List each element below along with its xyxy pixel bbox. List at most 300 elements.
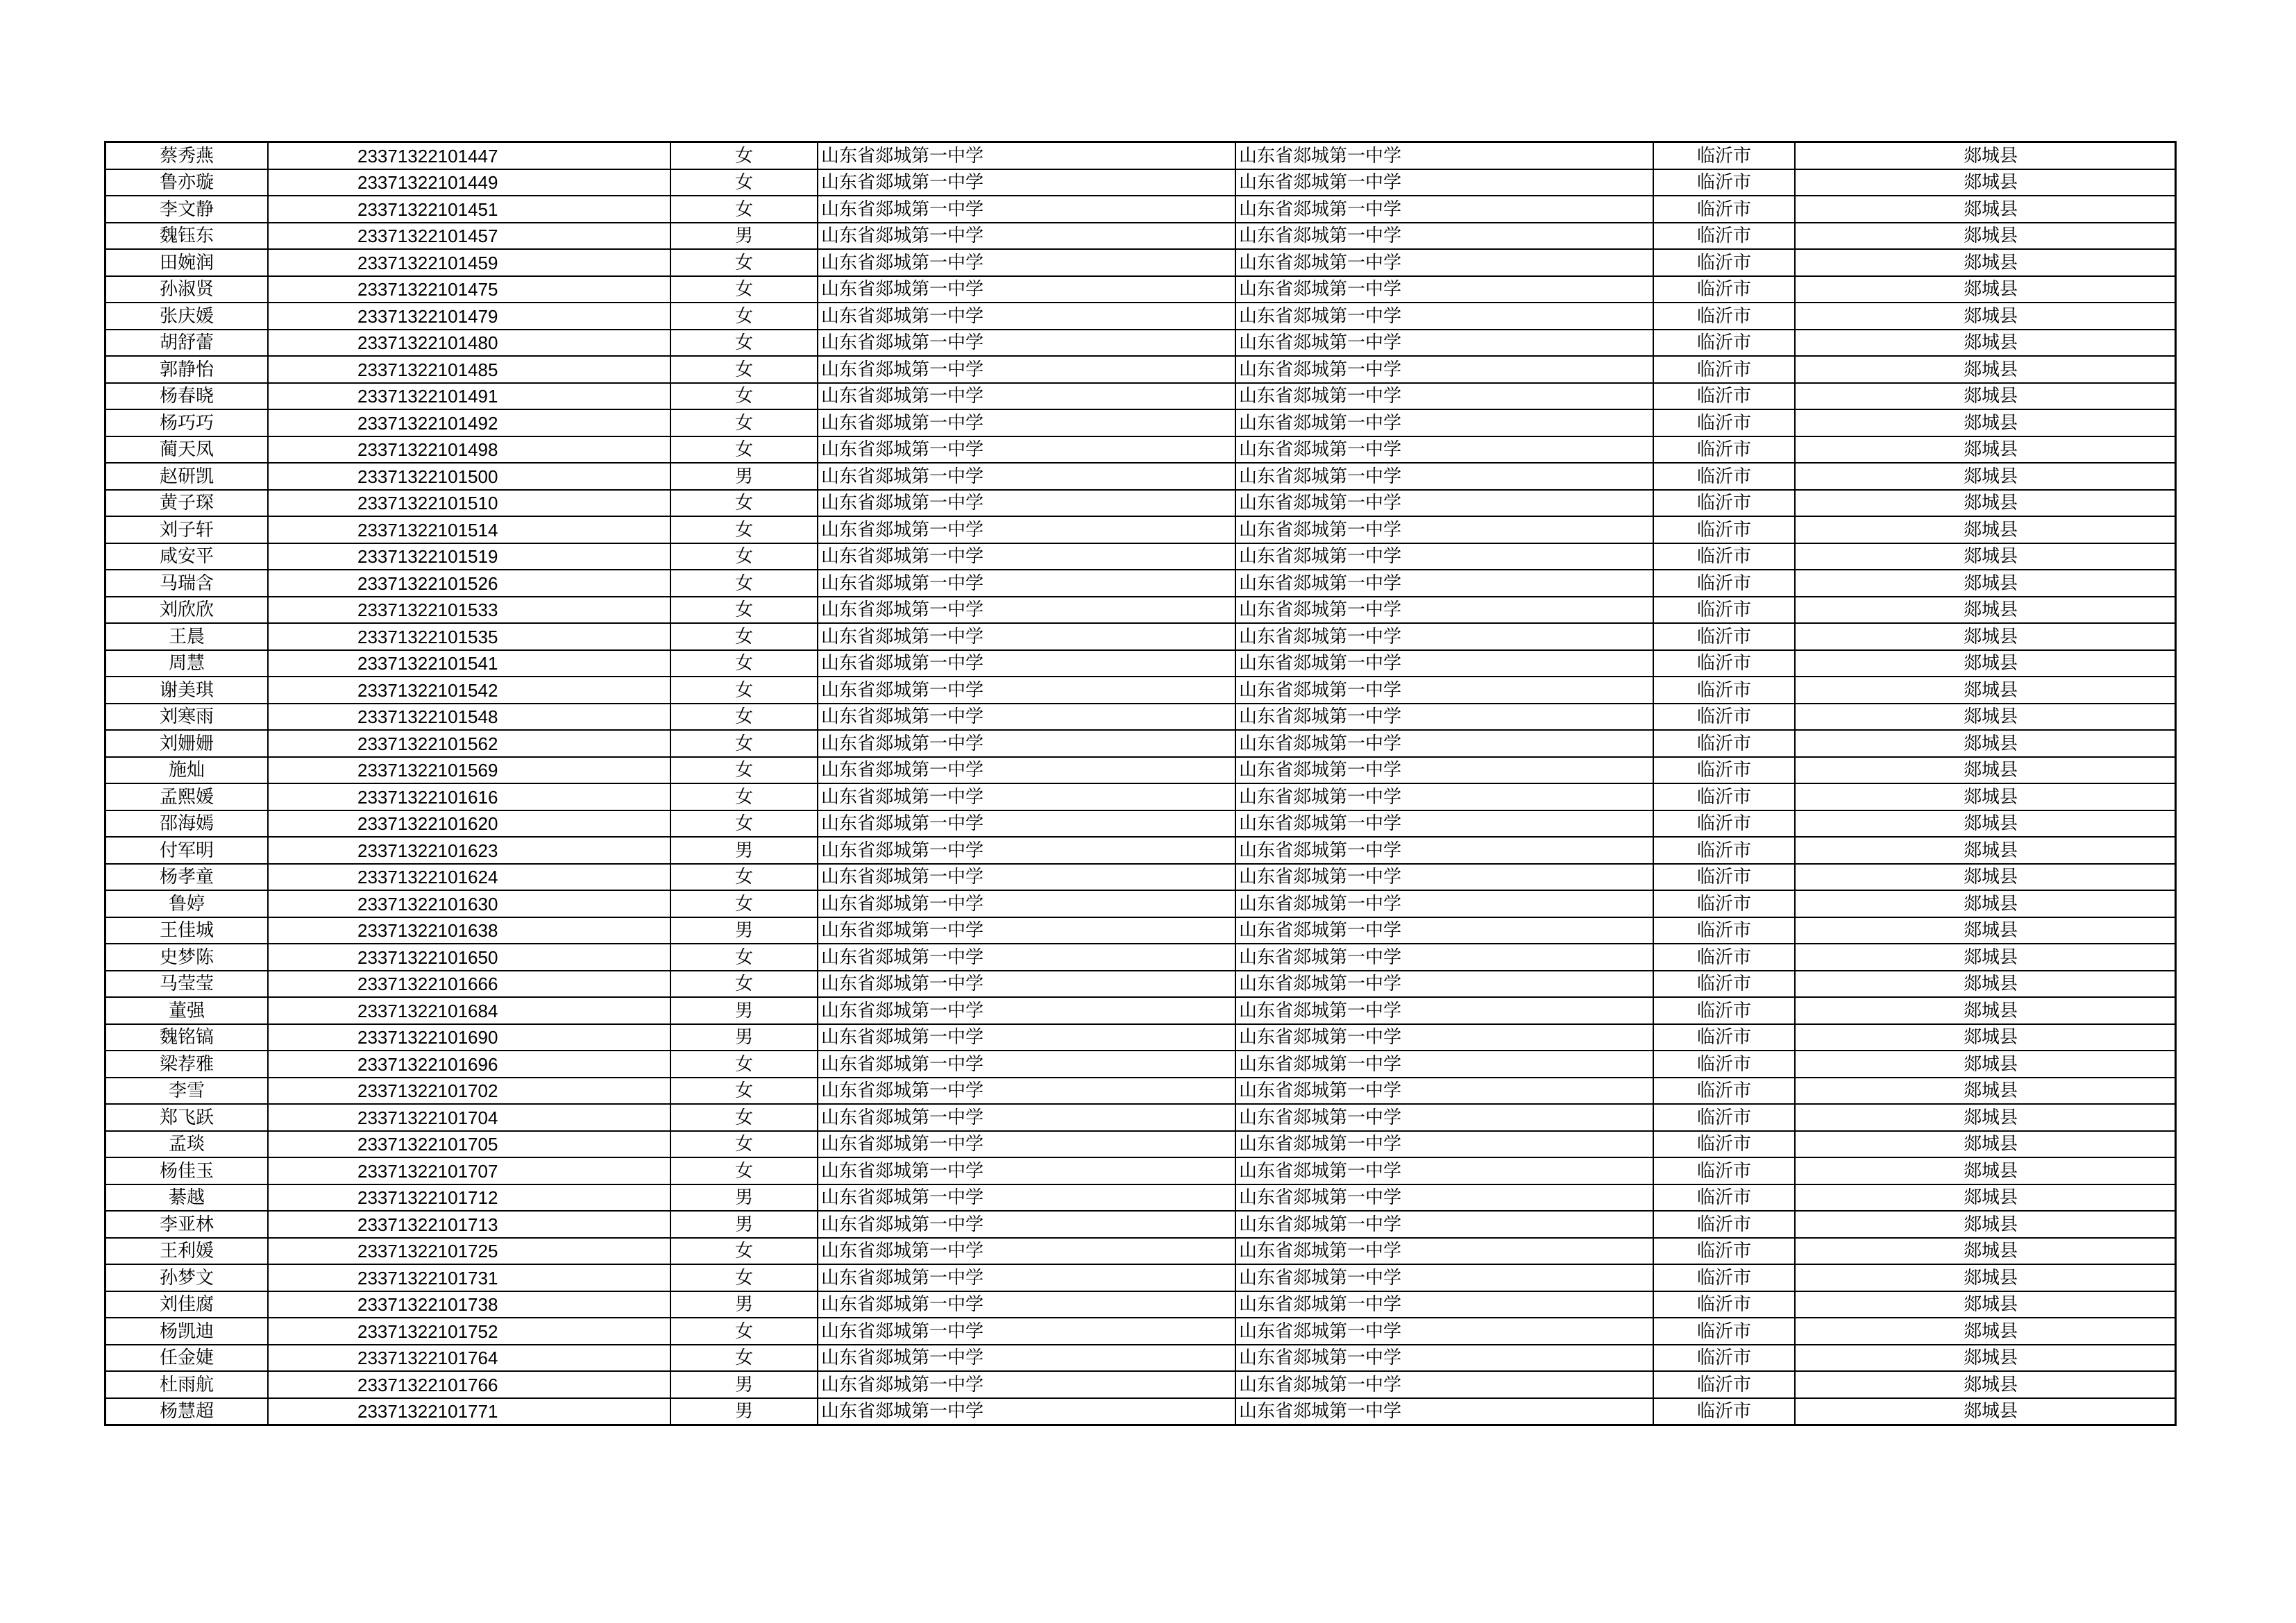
gender-cell: 男 bbox=[670, 463, 818, 490]
gender-cell: 女 bbox=[670, 1318, 818, 1345]
student-name-cell: 杨孝童 bbox=[105, 864, 269, 891]
registered-school-cell: 山东省郯城第一中学 bbox=[1235, 303, 1653, 330]
exam-id-cell: 23371322101533 bbox=[268, 597, 670, 624]
student-name-cell: 谢美琪 bbox=[105, 677, 269, 704]
registered-school-cell: 山东省郯城第一中学 bbox=[1235, 570, 1653, 597]
gender-cell: 女 bbox=[670, 490, 818, 517]
exam-id-cell: 23371322101771 bbox=[268, 1398, 670, 1425]
gender-cell: 女 bbox=[670, 249, 818, 276]
city-cell: 临沂市 bbox=[1653, 1345, 1795, 1372]
school-cell: 山东省郯城第一中学 bbox=[818, 223, 1235, 250]
student-name-cell: 马瑞含 bbox=[105, 570, 269, 597]
table-row bbox=[105, 864, 2176, 891]
table-row bbox=[105, 1318, 2176, 1345]
county-cell: 郯城县 bbox=[1795, 463, 2176, 490]
gender-cell: 女 bbox=[670, 436, 818, 464]
exam-id-cell: 23371322101630 bbox=[268, 890, 670, 917]
table-row bbox=[105, 196, 2176, 223]
exam-id-cell: 23371322101491 bbox=[268, 383, 670, 410]
city-cell: 临沂市 bbox=[1653, 650, 1795, 677]
gender-cell: 女 bbox=[670, 142, 818, 169]
registered-school-cell: 山东省郯城第一中学 bbox=[1235, 944, 1653, 971]
county-cell: 郯城县 bbox=[1795, 1184, 2176, 1212]
school-cell: 山东省郯城第一中学 bbox=[818, 837, 1235, 864]
gender-cell: 女 bbox=[670, 783, 818, 810]
city-cell: 临沂市 bbox=[1653, 436, 1795, 464]
table-row bbox=[105, 623, 2176, 650]
student-name-cell: 郑飞跃 bbox=[105, 1104, 269, 1131]
city-cell: 临沂市 bbox=[1653, 1104, 1795, 1131]
exam-id-cell: 23371322101666 bbox=[268, 971, 670, 998]
school-cell: 山东省郯城第一中学 bbox=[818, 1318, 1235, 1345]
student-name-cell: 杨春晓 bbox=[105, 383, 269, 410]
student-name-cell: 王晨 bbox=[105, 623, 269, 650]
city-cell: 临沂市 bbox=[1653, 1291, 1795, 1318]
school-cell: 山东省郯城第一中学 bbox=[818, 249, 1235, 276]
registered-school-cell: 山东省郯城第一中学 bbox=[1235, 810, 1653, 838]
registered-school-cell: 山东省郯城第一中学 bbox=[1235, 1318, 1653, 1345]
student-table bbox=[104, 141, 2177, 1426]
student-name-cell: 马莹莹 bbox=[105, 971, 269, 998]
registered-school-cell: 山东省郯城第一中学 bbox=[1235, 409, 1653, 436]
student-name-cell: 李文静 bbox=[105, 196, 269, 223]
county-cell: 郯城县 bbox=[1795, 436, 2176, 464]
student-name-cell: 施灿 bbox=[105, 757, 269, 784]
county-cell: 郯城县 bbox=[1795, 837, 2176, 864]
county-cell: 郯城县 bbox=[1795, 597, 2176, 624]
student-name-cell: 黄子琛 bbox=[105, 490, 269, 517]
county-cell: 郯城县 bbox=[1795, 1345, 2176, 1372]
county-cell: 郯城县 bbox=[1795, 997, 2176, 1024]
city-cell: 临沂市 bbox=[1653, 1184, 1795, 1212]
gender-cell: 女 bbox=[670, 1131, 818, 1158]
county-cell: 郯城县 bbox=[1795, 1051, 2176, 1078]
county-cell: 郯城县 bbox=[1795, 1131, 2176, 1158]
registered-school-cell: 山东省郯城第一中学 bbox=[1235, 276, 1653, 303]
school-cell: 山东省郯城第一中学 bbox=[818, 1398, 1235, 1425]
school-cell: 山东省郯城第一中学 bbox=[818, 810, 1235, 838]
gender-cell: 女 bbox=[670, 650, 818, 677]
school-cell: 山东省郯城第一中学 bbox=[818, 409, 1235, 436]
city-cell: 临沂市 bbox=[1653, 1157, 1795, 1184]
gender-cell: 男 bbox=[670, 1291, 818, 1318]
table-row bbox=[105, 997, 2176, 1024]
registered-school-cell: 山东省郯城第一中学 bbox=[1235, 490, 1653, 517]
school-cell: 山东省郯城第一中学 bbox=[818, 169, 1235, 196]
county-cell: 郯城县 bbox=[1795, 704, 2176, 731]
exam-id-cell: 23371322101492 bbox=[268, 409, 670, 436]
student-name-cell: 邵海嫣 bbox=[105, 810, 269, 838]
exam-id-cell: 23371322101620 bbox=[268, 810, 670, 838]
exam-id-cell: 23371322101624 bbox=[268, 864, 670, 891]
exam-id-cell: 23371322101569 bbox=[268, 757, 670, 784]
gender-cell: 男 bbox=[670, 223, 818, 250]
registered-school-cell: 山东省郯城第一中学 bbox=[1235, 1051, 1653, 1078]
student-name-cell: 咸安平 bbox=[105, 543, 269, 570]
table-row bbox=[105, 783, 2176, 810]
school-cell: 山东省郯城第一中学 bbox=[818, 1238, 1235, 1265]
county-cell: 郯城县 bbox=[1795, 249, 2176, 276]
city-cell: 临沂市 bbox=[1653, 783, 1795, 810]
school-cell: 山东省郯城第一中学 bbox=[818, 997, 1235, 1024]
city-cell: 临沂市 bbox=[1653, 837, 1795, 864]
county-cell: 郯城县 bbox=[1795, 1264, 2176, 1291]
registered-school-cell: 山东省郯城第一中学 bbox=[1235, 1078, 1653, 1105]
city-cell: 临沂市 bbox=[1653, 1264, 1795, 1291]
student-name-cell: 刘姗姗 bbox=[105, 730, 269, 757]
school-cell: 山东省郯城第一中学 bbox=[818, 1051, 1235, 1078]
city-cell: 临沂市 bbox=[1653, 383, 1795, 410]
city-cell: 临沂市 bbox=[1653, 864, 1795, 891]
registered-school-cell: 山东省郯城第一中学 bbox=[1235, 1024, 1653, 1051]
student-name-cell: 孙梦文 bbox=[105, 1264, 269, 1291]
school-cell: 山东省郯城第一中学 bbox=[818, 570, 1235, 597]
table-row bbox=[105, 1024, 2176, 1051]
school-cell: 山东省郯城第一中学 bbox=[818, 864, 1235, 891]
table-row bbox=[105, 704, 2176, 731]
city-cell: 临沂市 bbox=[1653, 490, 1795, 517]
city-cell: 临沂市 bbox=[1653, 1051, 1795, 1078]
student-name-cell: 刘佳腐 bbox=[105, 1291, 269, 1318]
county-cell: 郯城县 bbox=[1795, 1211, 2176, 1238]
gender-cell: 女 bbox=[670, 1238, 818, 1265]
exam-id-cell: 23371322101535 bbox=[268, 623, 670, 650]
student-name-cell: 鲁亦璇 bbox=[105, 169, 269, 196]
table-row bbox=[105, 169, 2176, 196]
gender-cell: 男 bbox=[670, 1024, 818, 1051]
city-cell: 临沂市 bbox=[1653, 810, 1795, 838]
registered-school-cell: 山东省郯城第一中学 bbox=[1235, 917, 1653, 944]
gender-cell: 女 bbox=[670, 570, 818, 597]
exam-id-cell: 23371322101447 bbox=[268, 142, 670, 169]
school-cell: 山东省郯城第一中学 bbox=[818, 704, 1235, 731]
student-name-cell: 刘子轩 bbox=[105, 516, 269, 543]
registered-school-cell: 山东省郯城第一中学 bbox=[1235, 597, 1653, 624]
table-row bbox=[105, 516, 2176, 543]
table-row bbox=[105, 223, 2176, 250]
gender-cell: 女 bbox=[670, 1051, 818, 1078]
city-cell: 临沂市 bbox=[1653, 1398, 1795, 1425]
gender-cell: 女 bbox=[670, 1345, 818, 1372]
county-cell: 郯城县 bbox=[1795, 169, 2176, 196]
registered-school-cell: 山东省郯城第一中学 bbox=[1235, 997, 1653, 1024]
student-name-cell: 杜雨航 bbox=[105, 1371, 269, 1398]
gender-cell: 男 bbox=[670, 1398, 818, 1425]
city-cell: 临沂市 bbox=[1653, 997, 1795, 1024]
gender-cell: 男 bbox=[670, 917, 818, 944]
table-row bbox=[105, 543, 2176, 570]
student-name-cell: 田婉润 bbox=[105, 249, 269, 276]
city-cell: 临沂市 bbox=[1653, 276, 1795, 303]
city-cell: 临沂市 bbox=[1653, 409, 1795, 436]
exam-id-cell: 23371322101510 bbox=[268, 490, 670, 517]
exam-id-cell: 23371322101684 bbox=[268, 997, 670, 1024]
county-cell: 郯城县 bbox=[1795, 142, 2176, 169]
registered-school-cell: 山东省郯城第一中学 bbox=[1235, 383, 1653, 410]
table-row bbox=[105, 971, 2176, 998]
exam-id-cell: 23371322101451 bbox=[268, 196, 670, 223]
school-cell: 山东省郯城第一中学 bbox=[818, 1078, 1235, 1105]
county-cell: 郯城县 bbox=[1795, 383, 2176, 410]
gender-cell: 女 bbox=[670, 730, 818, 757]
county-cell: 郯城县 bbox=[1795, 276, 2176, 303]
city-cell: 临沂市 bbox=[1653, 356, 1795, 383]
table-row bbox=[105, 1398, 2176, 1425]
city-cell: 临沂市 bbox=[1653, 570, 1795, 597]
exam-id-cell: 23371322101526 bbox=[268, 570, 670, 597]
student-name-cell: 蔡秀燕 bbox=[105, 142, 269, 169]
city-cell: 临沂市 bbox=[1653, 944, 1795, 971]
county-cell: 郯城县 bbox=[1795, 330, 2176, 357]
student-name-cell: 魏铭镐 bbox=[105, 1024, 269, 1051]
school-cell: 山东省郯城第一中学 bbox=[818, 330, 1235, 357]
table-row bbox=[105, 1211, 2176, 1238]
school-cell: 山东省郯城第一中学 bbox=[818, 757, 1235, 784]
school-cell: 山东省郯城第一中学 bbox=[818, 1131, 1235, 1158]
city-cell: 临沂市 bbox=[1653, 142, 1795, 169]
student-name-cell: 蔺天凤 bbox=[105, 436, 269, 464]
table-row bbox=[105, 757, 2176, 784]
school-cell: 山东省郯城第一中学 bbox=[818, 516, 1235, 543]
city-cell: 临沂市 bbox=[1653, 890, 1795, 917]
city-cell: 临沂市 bbox=[1653, 223, 1795, 250]
student-name-cell: 魏钰东 bbox=[105, 223, 269, 250]
school-cell: 山东省郯城第一中学 bbox=[818, 383, 1235, 410]
city-cell: 临沂市 bbox=[1653, 917, 1795, 944]
city-cell: 临沂市 bbox=[1653, 330, 1795, 357]
county-cell: 郯城县 bbox=[1795, 356, 2176, 383]
gender-cell: 男 bbox=[670, 1184, 818, 1212]
gender-cell: 男 bbox=[670, 1371, 818, 1398]
school-cell: 山东省郯城第一中学 bbox=[818, 623, 1235, 650]
school-cell: 山东省郯城第一中学 bbox=[818, 543, 1235, 570]
exam-id-cell: 23371322101480 bbox=[268, 330, 670, 357]
exam-id-cell: 23371322101616 bbox=[268, 783, 670, 810]
exam-id-cell: 23371322101541 bbox=[268, 650, 670, 677]
school-cell: 山东省郯城第一中学 bbox=[818, 1291, 1235, 1318]
school-cell: 山东省郯城第一中学 bbox=[818, 1211, 1235, 1238]
registered-school-cell: 山东省郯城第一中学 bbox=[1235, 1398, 1653, 1425]
table-row bbox=[105, 1184, 2176, 1212]
gender-cell: 女 bbox=[670, 677, 818, 704]
school-cell: 山东省郯城第一中学 bbox=[818, 1104, 1235, 1131]
county-cell: 郯城县 bbox=[1795, 1078, 2176, 1105]
exam-id-cell: 23371322101548 bbox=[268, 704, 670, 731]
exam-id-cell: 23371322101690 bbox=[268, 1024, 670, 1051]
table-row bbox=[105, 1131, 2176, 1158]
school-cell: 山东省郯城第一中学 bbox=[818, 944, 1235, 971]
registered-school-cell: 山东省郯城第一中学 bbox=[1235, 704, 1653, 731]
table-row bbox=[105, 436, 2176, 464]
exam-id-cell: 23371322101562 bbox=[268, 730, 670, 757]
school-cell: 山东省郯城第一中学 bbox=[818, 1345, 1235, 1372]
county-cell: 郯城县 bbox=[1795, 890, 2176, 917]
registered-school-cell: 山东省郯城第一中学 bbox=[1235, 1157, 1653, 1184]
county-cell: 郯城县 bbox=[1795, 223, 2176, 250]
city-cell: 临沂市 bbox=[1653, 1238, 1795, 1265]
city-cell: 临沂市 bbox=[1653, 543, 1795, 570]
registered-school-cell: 山东省郯城第一中学 bbox=[1235, 543, 1653, 570]
school-cell: 山东省郯城第一中学 bbox=[818, 276, 1235, 303]
city-cell: 临沂市 bbox=[1653, 597, 1795, 624]
city-cell: 临沂市 bbox=[1653, 196, 1795, 223]
city-cell: 临沂市 bbox=[1653, 463, 1795, 490]
gender-cell: 女 bbox=[670, 1104, 818, 1131]
table-row bbox=[105, 330, 2176, 357]
gender-cell: 女 bbox=[670, 543, 818, 570]
student-name-cell: 李雪 bbox=[105, 1078, 269, 1105]
exam-id-cell: 23371322101457 bbox=[268, 223, 670, 250]
gender-cell: 女 bbox=[670, 409, 818, 436]
gender-cell: 女 bbox=[670, 356, 818, 383]
student-name-cell: 付军明 bbox=[105, 837, 269, 864]
city-cell: 临沂市 bbox=[1653, 677, 1795, 704]
gender-cell: 女 bbox=[670, 864, 818, 891]
student-name-cell: 孟琰 bbox=[105, 1131, 269, 1158]
registered-school-cell: 山东省郯城第一中学 bbox=[1235, 516, 1653, 543]
county-cell: 郯城县 bbox=[1795, 623, 2176, 650]
table-body bbox=[105, 142, 2176, 1425]
student-name-cell: 董强 bbox=[105, 997, 269, 1024]
exam-id-cell: 23371322101738 bbox=[268, 1291, 670, 1318]
school-cell: 山东省郯城第一中学 bbox=[818, 783, 1235, 810]
gender-cell: 男 bbox=[670, 837, 818, 864]
gender-cell: 女 bbox=[670, 971, 818, 998]
county-cell: 郯城县 bbox=[1795, 1318, 2176, 1345]
table-row bbox=[105, 730, 2176, 757]
exam-id-cell: 23371322101449 bbox=[268, 169, 670, 196]
school-cell: 山东省郯城第一中学 bbox=[818, 1371, 1235, 1398]
gender-cell: 女 bbox=[670, 757, 818, 784]
table-row bbox=[105, 276, 2176, 303]
city-cell: 临沂市 bbox=[1653, 1024, 1795, 1051]
city-cell: 临沂市 bbox=[1653, 1078, 1795, 1105]
registered-school-cell: 山东省郯城第一中学 bbox=[1235, 623, 1653, 650]
registered-school-cell: 山东省郯城第一中学 bbox=[1235, 1211, 1653, 1238]
student-name-cell: 杨慧超 bbox=[105, 1398, 269, 1425]
student-name-cell: 刘寒雨 bbox=[105, 704, 269, 731]
county-cell: 郯城县 bbox=[1795, 1398, 2176, 1425]
school-cell: 山东省郯城第一中学 bbox=[818, 303, 1235, 330]
student-name-cell: 王利媛 bbox=[105, 1238, 269, 1265]
county-cell: 郯城县 bbox=[1795, 783, 2176, 810]
school-cell: 山东省郯城第一中学 bbox=[818, 597, 1235, 624]
table-row bbox=[105, 1078, 2176, 1105]
student-name-cell: 周慧 bbox=[105, 650, 269, 677]
school-cell: 山东省郯城第一中学 bbox=[818, 971, 1235, 998]
registered-school-cell: 山东省郯城第一中学 bbox=[1235, 1131, 1653, 1158]
exam-id-cell: 23371322101519 bbox=[268, 543, 670, 570]
registered-school-cell: 山东省郯城第一中学 bbox=[1235, 330, 1653, 357]
table-row bbox=[105, 142, 2176, 169]
city-cell: 临沂市 bbox=[1653, 303, 1795, 330]
county-cell: 郯城县 bbox=[1795, 303, 2176, 330]
gender-cell: 女 bbox=[670, 196, 818, 223]
school-cell: 山东省郯城第一中学 bbox=[818, 356, 1235, 383]
county-cell: 郯城县 bbox=[1795, 917, 2176, 944]
table-row bbox=[105, 356, 2176, 383]
student-name-cell: 梁荐雅 bbox=[105, 1051, 269, 1078]
table-row bbox=[105, 597, 2176, 624]
exam-id-cell: 23371322101725 bbox=[268, 1238, 670, 1265]
exam-id-cell: 23371322101704 bbox=[268, 1104, 670, 1131]
gender-cell: 女 bbox=[670, 303, 818, 330]
registered-school-cell: 山东省郯城第一中学 bbox=[1235, 783, 1653, 810]
gender-cell: 女 bbox=[670, 810, 818, 838]
school-cell: 山东省郯城第一中学 bbox=[818, 890, 1235, 917]
registered-school-cell: 山东省郯城第一中学 bbox=[1235, 436, 1653, 464]
table-row bbox=[105, 383, 2176, 410]
exam-id-cell: 23371322101713 bbox=[268, 1211, 670, 1238]
exam-id-cell: 23371322101479 bbox=[268, 303, 670, 330]
city-cell: 临沂市 bbox=[1653, 757, 1795, 784]
gender-cell: 女 bbox=[670, 944, 818, 971]
gender-cell: 女 bbox=[670, 1264, 818, 1291]
registered-school-cell: 山东省郯城第一中学 bbox=[1235, 1345, 1653, 1372]
student-name-cell: 杨凯迪 bbox=[105, 1318, 269, 1345]
table-row bbox=[105, 409, 2176, 436]
table-row bbox=[105, 677, 2176, 704]
gender-cell: 女 bbox=[670, 169, 818, 196]
gender-cell: 女 bbox=[670, 623, 818, 650]
exam-id-cell: 23371322101705 bbox=[268, 1131, 670, 1158]
exam-id-cell: 23371322101638 bbox=[268, 917, 670, 944]
student-name-cell: 张庆媛 bbox=[105, 303, 269, 330]
city-cell: 临沂市 bbox=[1653, 971, 1795, 998]
student-name-cell: 孙淑贤 bbox=[105, 276, 269, 303]
county-cell: 郯城县 bbox=[1795, 650, 2176, 677]
exam-id-cell: 23371322101623 bbox=[268, 837, 670, 864]
county-cell: 郯城县 bbox=[1795, 570, 2176, 597]
registered-school-cell: 山东省郯城第一中学 bbox=[1235, 864, 1653, 891]
table-row bbox=[105, 1238, 2176, 1265]
city-cell: 临沂市 bbox=[1653, 704, 1795, 731]
student-name-cell: 任金婕 bbox=[105, 1345, 269, 1372]
city-cell: 临沂市 bbox=[1653, 516, 1795, 543]
city-cell: 临沂市 bbox=[1653, 730, 1795, 757]
county-cell: 郯城县 bbox=[1795, 1104, 2176, 1131]
table-row bbox=[105, 1157, 2176, 1184]
registered-school-cell: 山东省郯城第一中学 bbox=[1235, 249, 1653, 276]
county-cell: 郯城县 bbox=[1795, 864, 2176, 891]
city-cell: 临沂市 bbox=[1653, 249, 1795, 276]
registered-school-cell: 山东省郯城第一中学 bbox=[1235, 971, 1653, 998]
exam-id-cell: 23371322101500 bbox=[268, 463, 670, 490]
city-cell: 临沂市 bbox=[1653, 1131, 1795, 1158]
school-cell: 山东省郯城第一中学 bbox=[818, 1157, 1235, 1184]
student-name-cell: 郭静怡 bbox=[105, 356, 269, 383]
gender-cell: 女 bbox=[670, 890, 818, 917]
county-cell: 郯城县 bbox=[1795, 730, 2176, 757]
county-cell: 郯城县 bbox=[1795, 810, 2176, 838]
city-cell: 临沂市 bbox=[1653, 1318, 1795, 1345]
table-row bbox=[105, 1291, 2176, 1318]
table-row bbox=[105, 1345, 2176, 1372]
gender-cell: 女 bbox=[670, 516, 818, 543]
student-name-cell: 史梦陈 bbox=[105, 944, 269, 971]
county-cell: 郯城县 bbox=[1795, 1157, 2176, 1184]
table-row bbox=[105, 1371, 2176, 1398]
registered-school-cell: 山东省郯城第一中学 bbox=[1235, 1238, 1653, 1265]
county-cell: 郯城县 bbox=[1795, 516, 2176, 543]
registered-school-cell: 山东省郯城第一中学 bbox=[1235, 1264, 1653, 1291]
school-cell: 山东省郯城第一中学 bbox=[818, 196, 1235, 223]
registered-school-cell: 山东省郯城第一中学 bbox=[1235, 1371, 1653, 1398]
registered-school-cell: 山东省郯城第一中学 bbox=[1235, 463, 1653, 490]
county-cell: 郯城县 bbox=[1795, 490, 2176, 517]
gender-cell: 女 bbox=[670, 330, 818, 357]
exam-id-cell: 23371322101702 bbox=[268, 1078, 670, 1105]
